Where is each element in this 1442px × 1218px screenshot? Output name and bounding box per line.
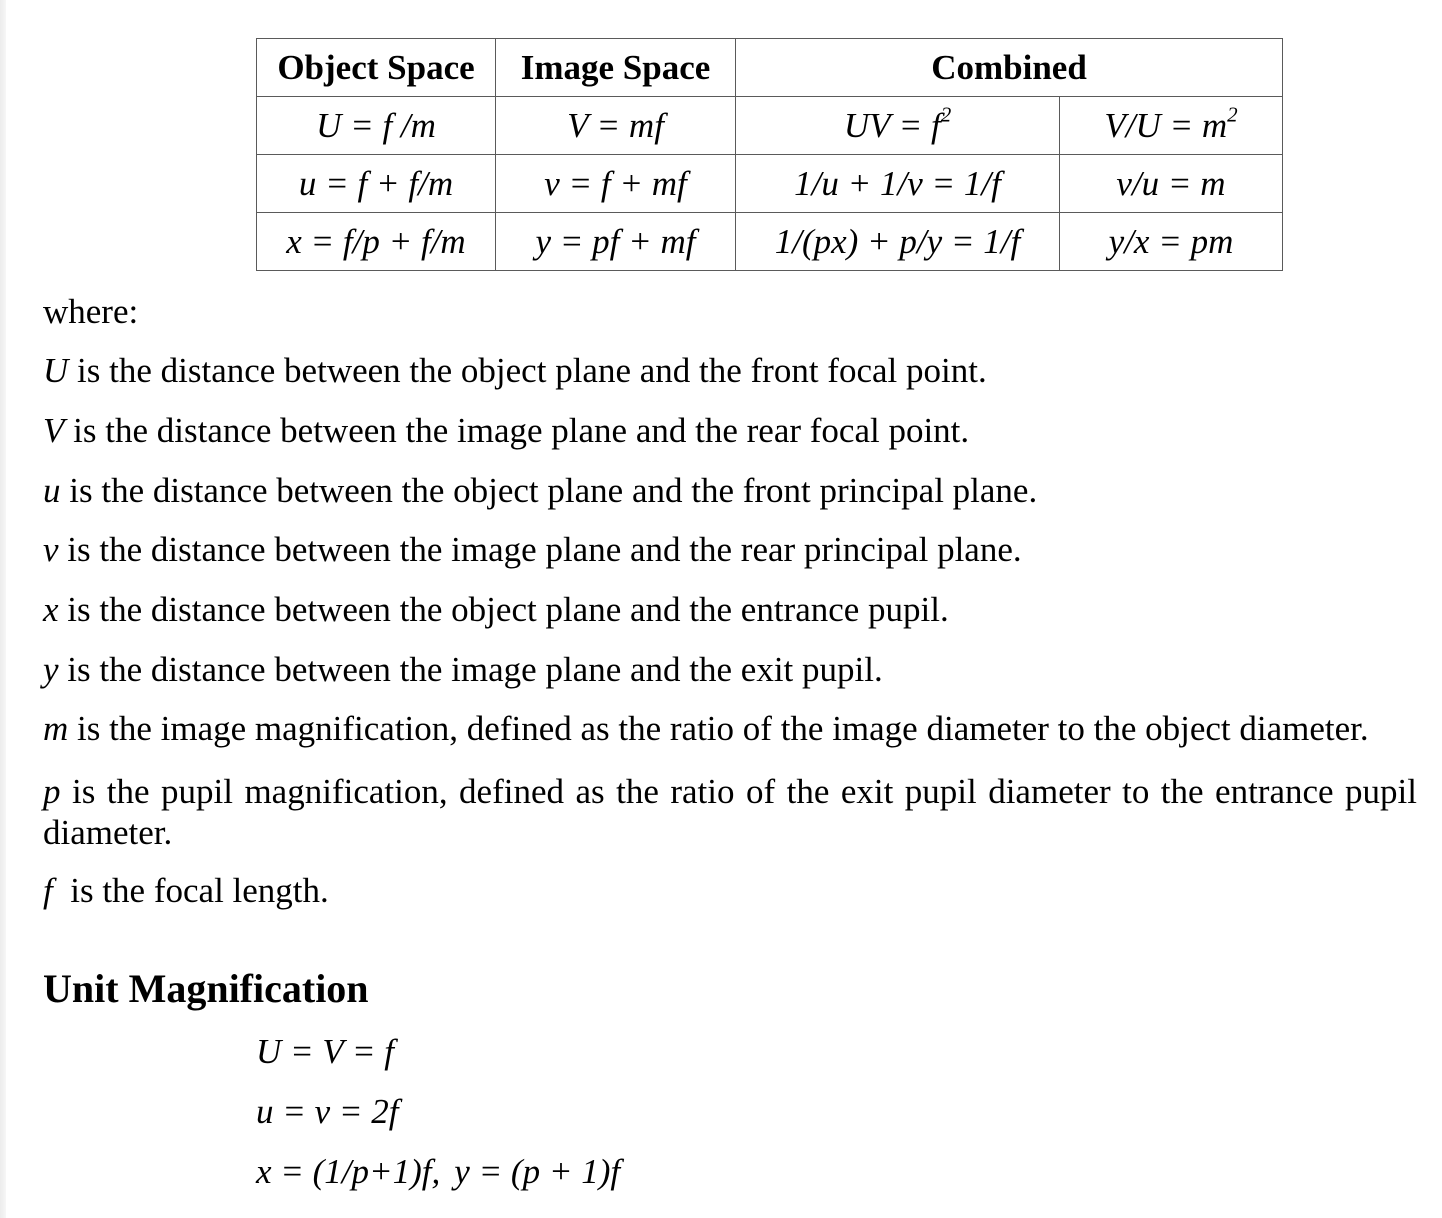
definition-u [43,471,1037,511]
variable-symbol: v [43,530,59,569]
section-heading-unit-magnification: Unit Magnification [43,966,369,1011]
formula-text: UV = f [843,105,941,145]
variable-symbol: V [43,411,65,450]
cell-combined-formula-b [1060,97,1283,155]
cell-image-formula: v = f + mf [496,155,736,213]
cell-object-formula: u = f + f/m [257,155,496,213]
formula-superscript: 2 [940,101,952,126]
header-object-space: Object Space [257,39,496,97]
variable-symbol: u [43,471,61,510]
cell-object-formula: U = f /m [257,97,496,155]
definition-p [43,771,1417,853]
variable-symbol: x [43,590,59,629]
definition-text: is the focal length. [52,871,329,910]
definition-V [43,411,969,451]
formula-table [256,38,1283,271]
variable-symbol: y [43,650,59,689]
definition-text: is the distance between the object plane and the front focal point. [68,351,987,390]
variable-symbol: m [43,709,69,748]
definition-text: is the image magnification, defined as the ratio of the image diameter to the object diameter. [68,709,1369,748]
definition-text: is the distance between the image plane and the rear focal point. [64,411,970,450]
variable-symbol: U [43,351,69,390]
equation-part: y = (p + 1)f [454,1152,621,1191]
definition-x [43,590,949,630]
page-left-edge [0,0,6,1218]
formula-superscript: 2 [1227,101,1238,126]
table-row [257,155,1283,213]
variable-symbol: f [43,871,53,910]
equation-part: x = (1/p+1)f, [256,1152,441,1191]
definition-U [43,351,987,391]
definition-v [43,530,1022,570]
definition-text: is the distance between the image plane and the exit pupil. [58,650,883,689]
equation-line: u = v = 2f [256,1092,399,1131]
definition-f [43,871,329,911]
equation-line: U = V = f [256,1032,394,1071]
definition-text: is the distance between the image plane and the rear principal plane. [58,530,1022,569]
cell-image-formula: V = mf [496,97,736,155]
definition-text: is the distance between the object plane and the front principal plane. [60,471,1038,510]
table-row [257,213,1283,271]
cell-combined-formula-a [736,97,1060,155]
cell-combined-formula-b: y/x = pm [1060,213,1283,271]
table-row [257,97,1283,155]
formula-text: V/U = m [1104,105,1228,145]
where-label: where: [43,292,139,331]
definition-y [43,650,883,690]
definition-text: is the distance between the object plane and the entrance pupil. [58,590,949,629]
variable-symbol: p [43,772,61,811]
cell-combined-formula-a: 1/u + 1/v = 1/f [736,155,1060,213]
cell-combined-formula-b: v/u = m [1060,155,1283,213]
table-header-row [257,39,1283,97]
cell-object-formula: x = f/p + f/m [257,213,496,271]
cell-image-formula: y = pf + mf [496,213,736,271]
definition-m [43,709,1369,749]
header-combined: Combined [736,39,1283,97]
equation-line [256,1152,620,1192]
cell-combined-formula-a: 1/(px) + p/y = 1/f [736,213,1060,271]
definition-text: is the pupil magnification, defined as the ratio of the exit pupil diameter to the entrance pupil diameter. [43,772,1417,852]
header-image-space: Image Space [496,39,736,97]
